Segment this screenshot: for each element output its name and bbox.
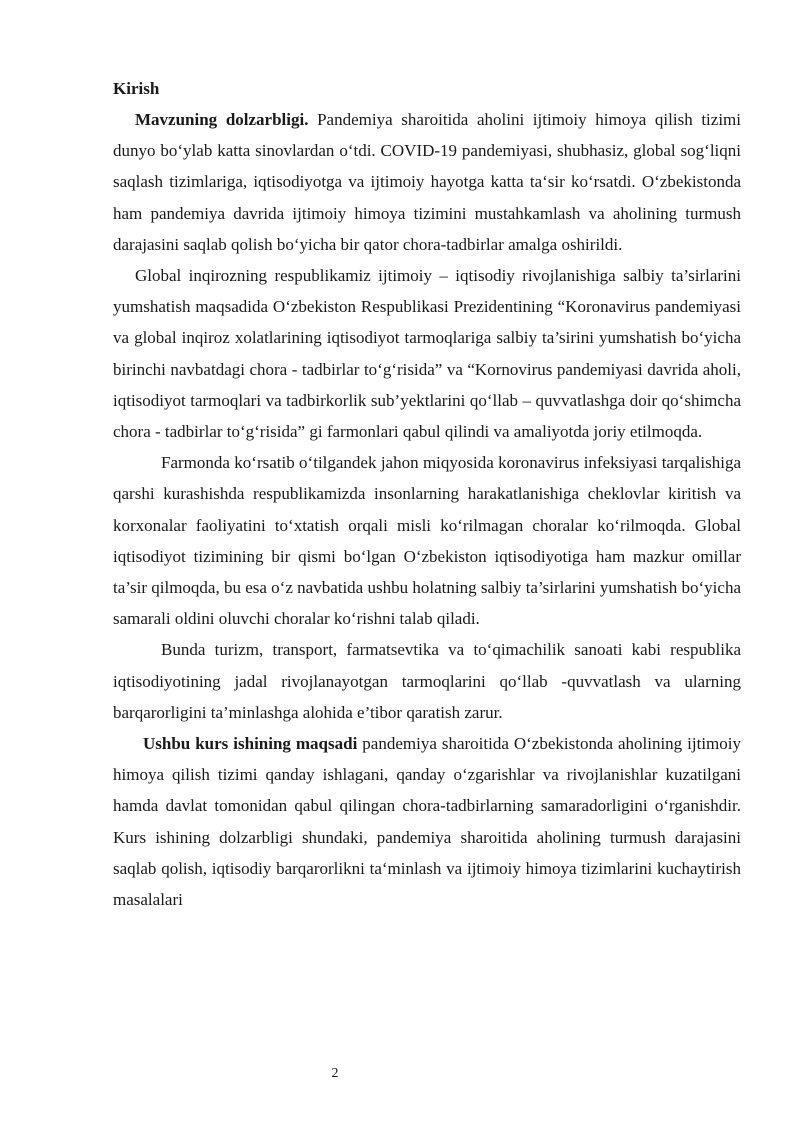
relevance-lead: Mavzuning dolzarbligi. [135, 110, 309, 129]
paragraph-global-crisis: Global inqirozning respublikamiz ijtimoiy – iqtisodiy rivojlanishiga salbiy ta’sirlarini yumshatish maqsadida O‘zbekiston Respublikasi Prezidentining “Koronavirus pandemiyasi va global inqiroz xolatlarining iqtisodiyot tarmoqlariga salbiy ta’sirini yumshatish bo‘yicha birinchi navbatdagi chora - tadbirlar to‘g‘risida” va “Kornovirus pandemiyasi davrida aholi, iqtisodiyot tarmoqlari va tadbirkorlik sub’yektlarini qo‘llab – quvvatlashga doir qo‘shimcha chora - tadbirlar to‘g‘risida” gi farmonlari qabul qilindi va amaliyotda joriy etilmoqda. [113, 266, 741, 442]
section-heading: Kirish [113, 79, 160, 98]
paragraph-purpose [113, 728, 741, 915]
page-number: 2 [331, 1066, 339, 1081]
paragraph-relevance [113, 104, 741, 260]
document-page [113, 74, 741, 915]
relevance-text: Pandemiya sharoitida aholini ijtimoiy himoya qilish tizimi dunyo bo‘ylab katta sinovlardan o‘tdi. COVID-19 pandemiyasi, shubhasiz, global sog‘liqni saqlash tizimlariga, iqtisodiyotga va ijtimoiy hayotga katta ta‘sir ko‘rsatdi. O‘zbekistonda ham pandemiya davrida ijtimoiy himoya tizimini mustahkamlash va aholining turmush darajasini saqlab qolish bo‘yicha bir qator chora-tadbirlar amalga oshirildi. [113, 110, 741, 254]
paragraph-sectors: Bunda turizm, transport, farmatsevtika va to‘qimachilik sanoati kabi respublika iqtisodiyotining jadal rivojlanayotgan tarmoqlarini qo‘llab -quvvatlash va ularning barqarorligini ta’minlashga alohida e’tibor qaratish zarur. [113, 640, 741, 722]
purpose-lead: Ushbu kurs ishining maqsadi [143, 734, 358, 754]
purpose-text: pandemiya sharoitida O‘zbekistonda aholining ijtimoiy himoya qilish tizimi qanday ishlagani, qanday o‘zgarishlar va rivojlanishlar kuzatilgani hamda davlat tomonidan qabul qilingan chora-tadbirlarning samaradorligini o‘rganishdir. Kurs ishining dolzarbligi shundaki, pandemiya sharoitida aholining turmush darajasini saqlab qolish, iqtisodiy barqarorlikni ta‘minlash va ijtimoiy himoya tizimlarini kuchaytirish masalalari [113, 734, 741, 910]
paragraph-decree: Farmonda ko‘rsatib o‘tilgandek jahon miqyosida koronavirus infeksiyasi tarqalishiga qarshi kurashishda respublikamizda insonlarning harakatlanishiga cheklovlar kiritish va korxonalar faoliyatini to‘xtatish orqali misli ko‘rilmagan choralar ko‘rilmoqda. Global iqtisodiyot tizimining bir qismi bo‘lgan O‘zbekiston iqtisodiyotiga ham mazkur omillar ta’sir qilmoqda, bu esa o‘z navbatida ushbu holatning salbiy ta’sirlarini yumshatish bo‘yicha samarali oldini oluvchi choralar ko‘rishni talab qiladi. [113, 453, 741, 629]
